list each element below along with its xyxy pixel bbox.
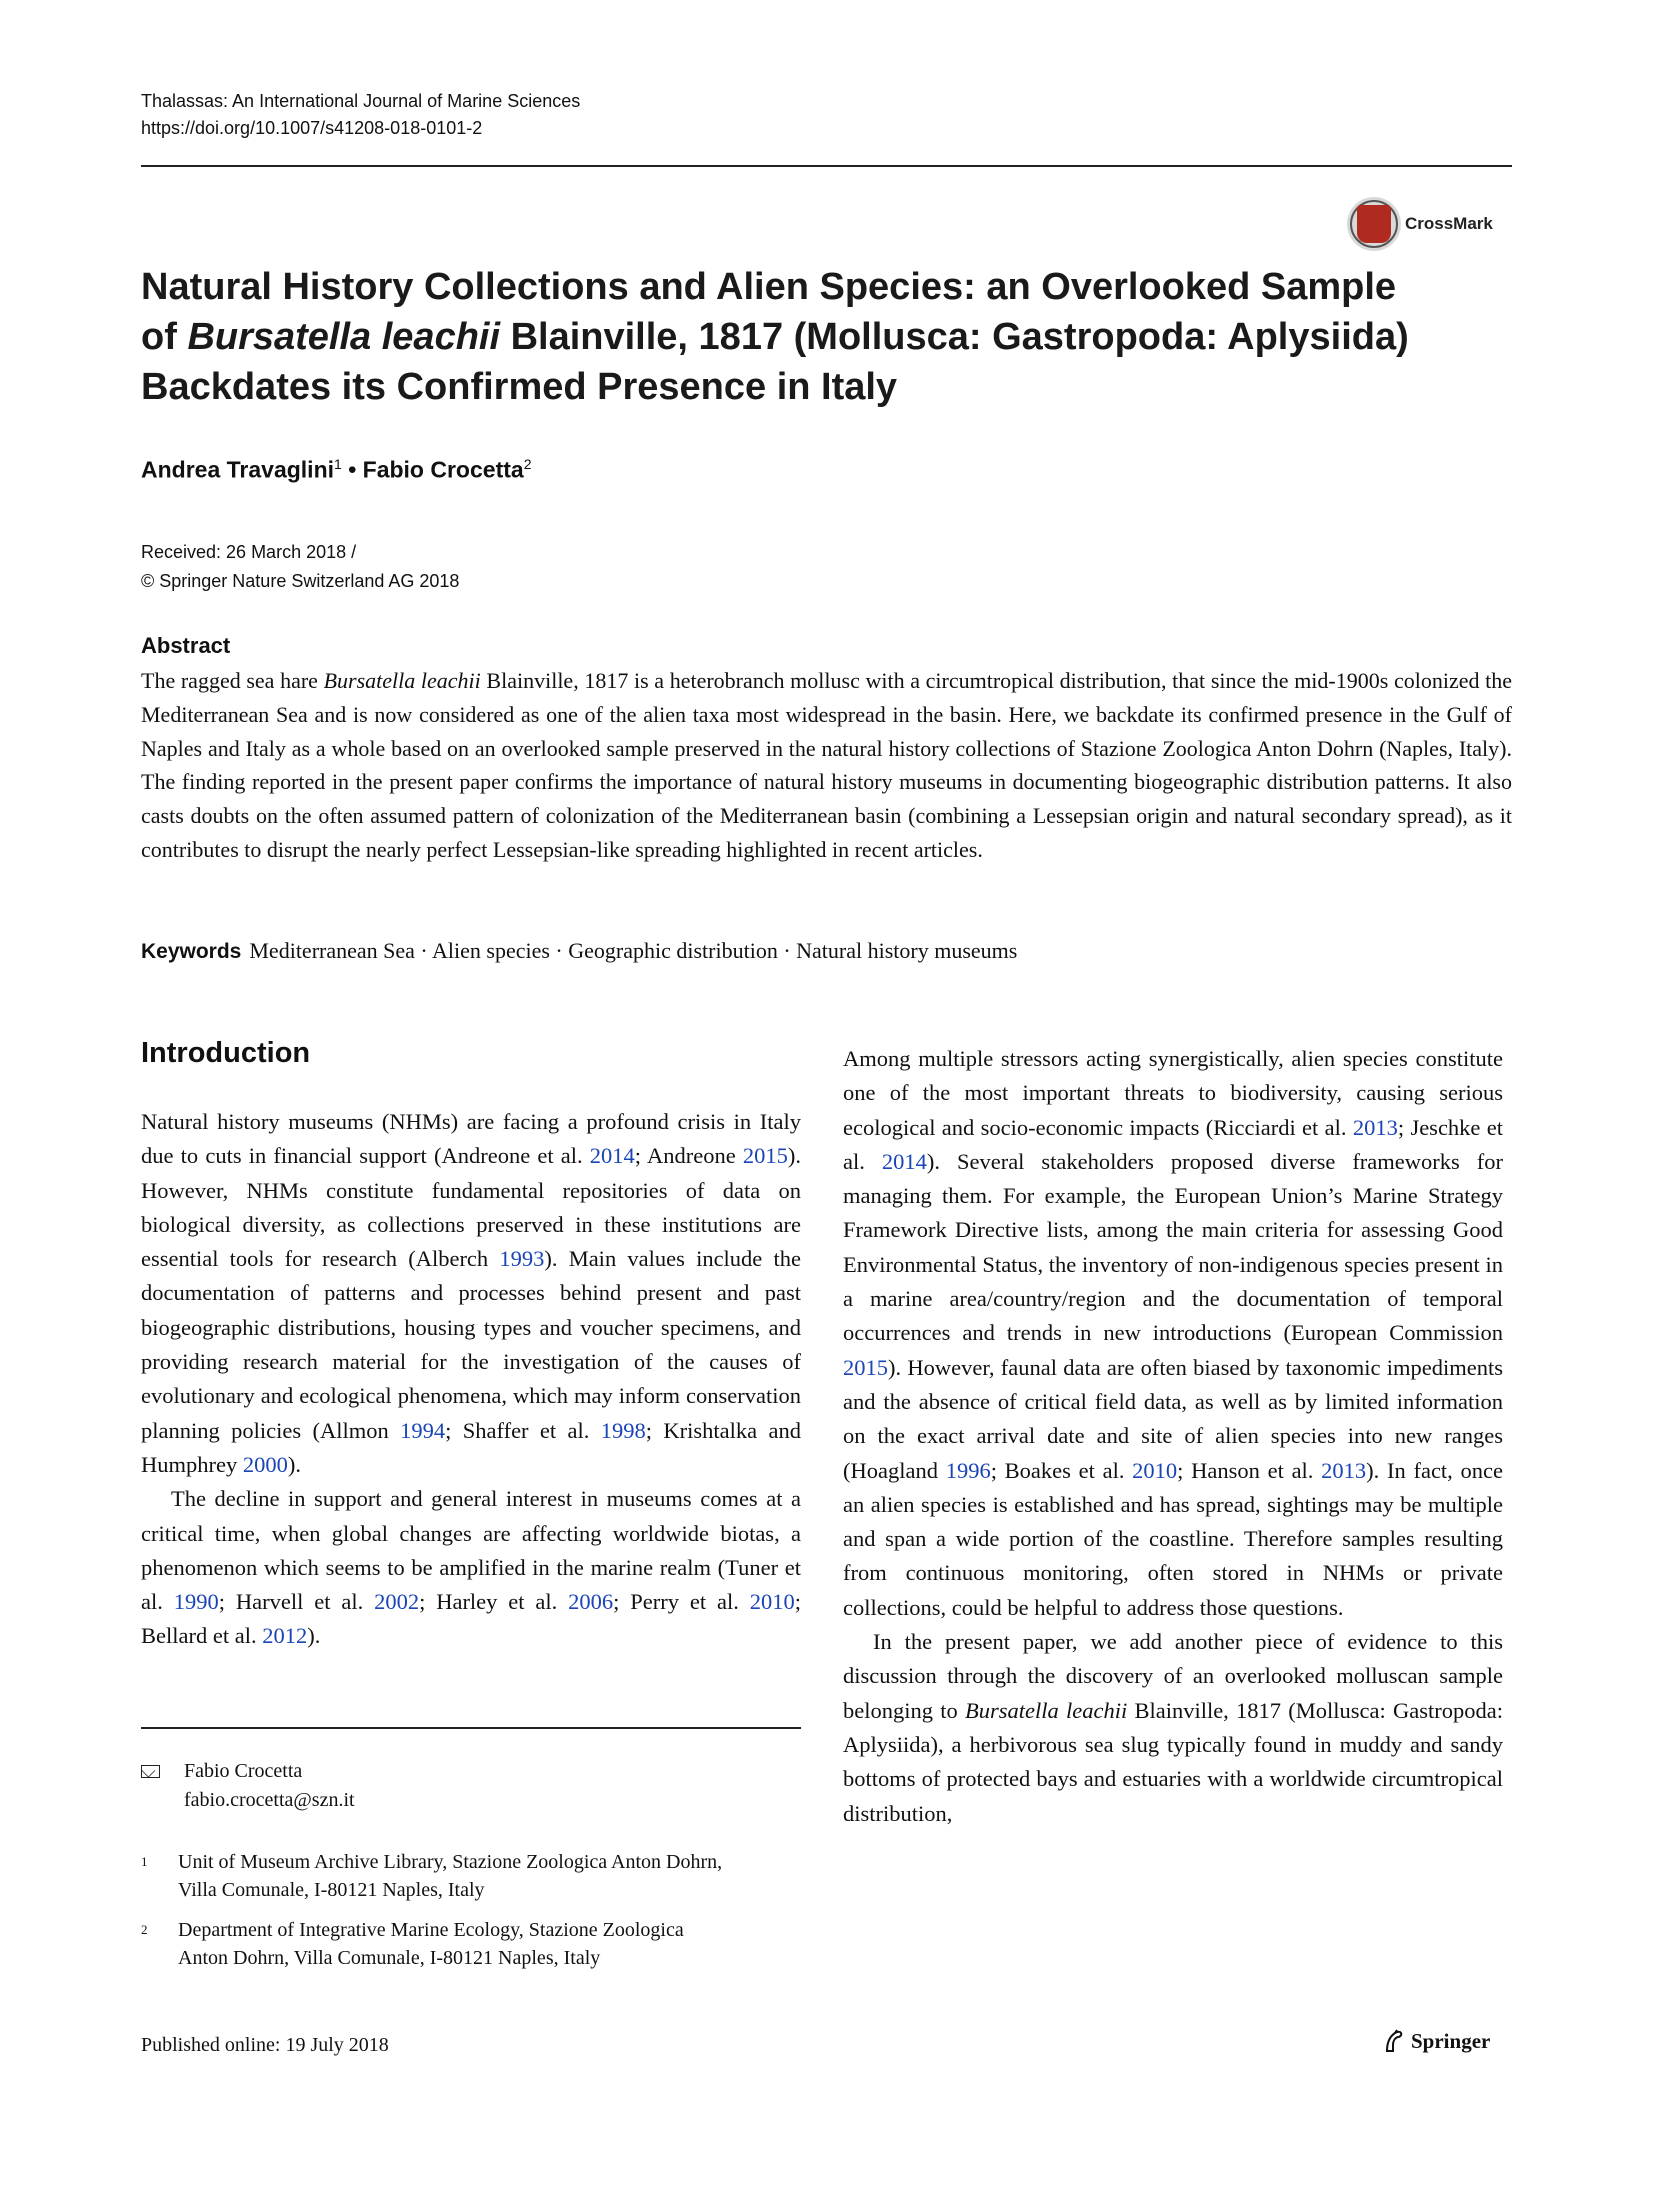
- journal-header: [141, 88, 580, 142]
- text-run: ; Perry et al.: [613, 1589, 750, 1615]
- text-run: ; Bellard et al.: [141, 1589, 802, 1649]
- text-run: ). However, NHMs constitute fundamental repositories of data on biological diversity, as collections preserved in these institutions are essential tools for research (Alberch: [141, 1143, 801, 1272]
- text-run: ; Jeschke et al.: [843, 1114, 1503, 1174]
- contact-name: Fabio Crocetta: [184, 1760, 303, 1782]
- species-name: Bursatella leachii: [964, 1697, 1128, 1723]
- footnote-rule: [141, 1727, 801, 1729]
- citation-link[interactable]: 1998: [600, 1417, 646, 1443]
- citation-link[interactable]: 2000: [242, 1451, 288, 1477]
- citation-link[interactable]: 1993: [499, 1246, 545, 1272]
- keywords-list: Mediterranean Sea · Alien species · Geographic distribution · Natural history museums: [249, 938, 1018, 963]
- citation-link[interactable]: 2010: [1132, 1457, 1178, 1483]
- paragraph: [843, 1042, 1503, 1625]
- abstract-text: The ragged sea hare Bursatella leachii Blainville, 1817 is a heterobranch mollusc with a circumtropical distribution, that since the mid-1900s colonized the Mediterranean Sea and is now considered as one of the alien taxa most widespread in the basin. Here, we backdate its confirmed presence in the Gulf of Naples and Italy as a whole based on an overlooked sample preserved in the natural history collections of Stazione Zoologica Anton Dohrn (Naples, Italy). The finding reported in the present paper confirms the importance of natural history museums in documenting biogeographic distribution patterns. It also casts doubts on the often assumed pattern of colonization of the Mediterranean basin (combining a Lessepsian origin and natural secondary spread), as it contributes to disrupt the nearly perfect Lessepsian-like spreading highlighted in recent articles.: [141, 668, 1512, 862]
- affiliation-line: Villa Comunale, I-80121 Naples, Italy: [178, 1879, 485, 1901]
- text-run: ).: [287, 1451, 301, 1477]
- copyright-notice: © Springer Nature Switzerland AG 2018: [141, 571, 460, 591]
- keywords: [141, 938, 1017, 964]
- text-run: ; Andreone: [634, 1143, 743, 1169]
- citation-link[interactable]: 2013: [1352, 1114, 1398, 1140]
- header-rule: [141, 165, 1512, 167]
- citation-link[interactable]: 1990: [173, 1589, 219, 1615]
- title-line-1: Natural History Collections and Alien Species: an Overlooked Sample: [141, 266, 1397, 308]
- paragraph: [843, 1625, 1503, 1831]
- text-run: ). However, faunal data are often biased by taxonomic impediments and the absence of critical field data, as well as by limited information on the exact arrival date and site of alien species into new ranges (Hoagland: [843, 1354, 1503, 1483]
- publisher-name: Springer: [1411, 2029, 1491, 2053]
- citation-link[interactable]: 2012: [262, 1623, 308, 1649]
- text-run: The decline in support and general interest in museums comes at a critical time, when global changes are affecting worldwide biotas, a phenomenon which seems to be amplified in the marine realm (Tuner et al.: [141, 1486, 801, 1615]
- left-column: [141, 1105, 801, 1654]
- citation-link[interactable]: 2002: [374, 1589, 420, 1615]
- crossmark-badge[interactable]: [1347, 197, 1507, 253]
- citation-link[interactable]: 2014: [589, 1143, 635, 1169]
- article-history: [141, 538, 459, 596]
- springer-horse-icon: [1383, 2029, 1405, 2053]
- affiliation-line: Department of Integrative Marine Ecology, Stazione Zoologica: [178, 1919, 684, 1941]
- crossmark-label: CrossMark: [1405, 214, 1493, 233]
- text-run: In the present paper, we add another piece of evidence to this discussion through the discovery of an overlooked molluscan sample belonging to: [843, 1629, 1503, 1723]
- envelope-icon: [141, 1765, 160, 1778]
- text-run: ). Main values include the documentation of patterns and processes behind present and past biogeographic distributions, housing types and voucher specimens, and providing research material for the investigation of the causes of evolutionary and ecological phenomena, which may inform conservation planning policies (Allmon: [141, 1246, 801, 1443]
- author-affiliation-mark: 1: [334, 456, 342, 472]
- doi-link[interactable]: https://doi.org/10.1007/s41208-018-0101-2: [141, 118, 483, 138]
- text-run: ).: [307, 1623, 321, 1649]
- title-species: Bursatella leachii: [187, 316, 501, 358]
- text-run: ). Several stakeholders proposed diverse frameworks for managing them. For example, the European Union’s Marine Strategy Framework Directive lists, among the main criteria for assessing Good Environmental Status, the inventory of non-indigenous species present in a marine area/country/region and the documentation of temporal occurrences and trends in new introductions (European Commission: [843, 1148, 1503, 1346]
- text-run: ; Krishtalka and Humphrey: [141, 1417, 801, 1477]
- text-run: ; Hanson et al.: [1177, 1457, 1322, 1483]
- author-affiliation-mark: 2: [523, 456, 532, 472]
- author-name[interactable]: Andrea Travaglini: [141, 456, 335, 483]
- right-column: [843, 1042, 1503, 1831]
- title-line-2: of Bursatella leachii Blainville, 1817 (Mollusca: Gastropoda: Aplysiida): [141, 316, 1409, 358]
- text-run: ; Harvell et al.: [218, 1589, 375, 1615]
- section-heading-introduction: Introduction: [141, 1037, 311, 1069]
- abstract-heading: Abstract: [141, 633, 231, 658]
- text-run: ). In fact, once an alien species is established and has spread, sightings may be multiple and span a wide portion of the coastline. Therefore samples resulting from continuous monitoring, often stored in NHMs or private collections, could be helpful to address those questions.: [843, 1457, 1503, 1620]
- author-separator: •: [341, 456, 363, 483]
- affiliation-number: 2: [141, 1922, 148, 1937]
- paper-title: [141, 262, 1411, 412]
- paragraph: [141, 1482, 801, 1653]
- citation-link[interactable]: 1994: [400, 1417, 446, 1443]
- text-run: Blainville, 1817 (Mollusca: Gastropoda: Aplysiida), a herbivorous sea slug typically found in muddy and sandy bottoms of protected bays and estuaries with a worldwide circumtropical distribution,: [843, 1697, 1503, 1826]
- published-date: Published online: 19 July 2018: [141, 2034, 389, 2056]
- journal-name: Thalassas: An International Journal of Marine Sciences: [141, 91, 581, 111]
- citation-link[interactable]: 2014: [881, 1148, 927, 1174]
- text-run: Natural history museums (NHMs) are facing a profound crisis in Italy due to cuts in financial support (Andreone et al.: [141, 1109, 801, 1169]
- citation-link[interactable]: 1996: [945, 1457, 991, 1483]
- text-run: Among multiple stressors acting synergistically, alien species constitute one of the most important threats to biodiversity, causing serious ecological and socio-economic impacts (Ricciardi et al.: [843, 1046, 1503, 1140]
- citation-link[interactable]: 2015: [742, 1143, 788, 1169]
- affiliation-line: Anton Dohrn, Villa Comunale, I-80121 Naples, Italy: [178, 1947, 601, 1969]
- affiliation-line: Unit of Museum Archive Library, Stazione Zoologica Anton Dohrn,: [178, 1851, 723, 1873]
- paragraph: [141, 1105, 801, 1482]
- citation-link[interactable]: 2013: [1321, 1457, 1367, 1483]
- text-run: ; Boakes et al.: [990, 1457, 1133, 1483]
- citation-link[interactable]: 2015: [843, 1354, 888, 1380]
- text-run: ; Shaffer et al.: [445, 1417, 601, 1443]
- title-line-3: Backdates its Confirmed Presence in Italy: [141, 366, 898, 408]
- author-list: [141, 456, 531, 484]
- text-run: ; Harley et al.: [419, 1589, 569, 1615]
- affiliation-number: 1: [141, 1854, 148, 1869]
- citation-link[interactable]: 2006: [568, 1589, 614, 1615]
- contact-email[interactable]: fabio.crocetta@szn.it: [184, 1789, 355, 1811]
- author-name[interactable]: Fabio Crocetta: [362, 456, 524, 483]
- keywords-label: Keywords: [141, 940, 242, 963]
- received-date: Received: 26 March 2018 /: [141, 542, 357, 562]
- citation-link[interactable]: 2010: [749, 1589, 795, 1615]
- crossmark-icon: [1347, 197, 1401, 251]
